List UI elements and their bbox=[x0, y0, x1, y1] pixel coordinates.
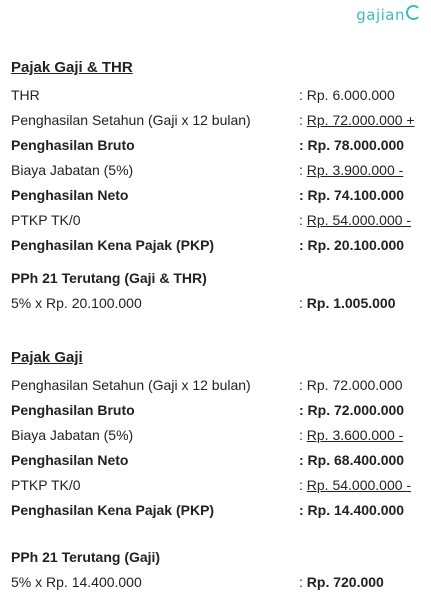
row-colon: : bbox=[299, 295, 307, 311]
row-label: Biaya Jabatan (5%) bbox=[11, 427, 134, 443]
row-value-wrap bbox=[299, 570, 384, 595]
row-colon: : bbox=[299, 112, 307, 128]
row-value-wrap bbox=[299, 208, 411, 233]
section-title: Pajak Gaji & THR bbox=[11, 59, 133, 76]
row-value-wrap bbox=[299, 423, 403, 448]
row-value: : Rp. 72.000.000 bbox=[299, 402, 405, 418]
row-label: 5% x Rp. 14.400.000 bbox=[11, 574, 142, 590]
row-penghasilan-neto bbox=[11, 448, 421, 473]
row-label: Biaya Jabatan (5%) bbox=[11, 162, 134, 178]
row-label: Penghasilan Bruto bbox=[11, 402, 135, 418]
logo-swirl-icon bbox=[406, 5, 421, 20]
row-label: Penghasilan Bruto bbox=[11, 137, 135, 153]
row-thr bbox=[11, 83, 421, 108]
pph-title: PPh 21 Terutang (Gaji) bbox=[11, 549, 161, 565]
row-value: Rp. 1.005.000 bbox=[306, 295, 396, 311]
row-pkp bbox=[11, 498, 421, 523]
row-value: : Rp. 20.100.000 bbox=[299, 237, 405, 253]
row-label: THR bbox=[11, 87, 40, 103]
row-colon: : bbox=[299, 574, 307, 590]
row-pkp bbox=[11, 233, 421, 258]
row-colon: : bbox=[299, 477, 307, 493]
row-label: Penghasilan Kena Pajak (PKP) bbox=[11, 502, 215, 518]
row-colon: : bbox=[299, 212, 307, 228]
row-label: Penghasilan Neto bbox=[11, 452, 129, 468]
row-value: Rp. 3.900.000 - bbox=[306, 162, 404, 178]
row-value: : Rp. 14.400.000 bbox=[299, 502, 405, 518]
row-penghasilan-setahun bbox=[11, 373, 421, 398]
row-label: PTKP TK/0 bbox=[11, 477, 81, 493]
row-value: Rp. 54.000.000 - bbox=[306, 477, 412, 493]
row-ptkp bbox=[11, 208, 421, 233]
row-label: PTKP TK/0 bbox=[11, 212, 81, 228]
row-value: : Rp. 74.100.000 bbox=[299, 187, 405, 203]
row-penghasilan-bruto bbox=[11, 133, 421, 158]
row-biaya-jabatan bbox=[11, 158, 421, 183]
section-pajak-gaji bbox=[11, 348, 421, 595]
row-value: : Rp. 68.400.000 bbox=[299, 452, 405, 468]
logo-text: gajian bbox=[356, 6, 405, 24]
row-penghasilan-bruto bbox=[11, 398, 421, 423]
row-label: Penghasilan Setahun (Gaji x 12 bulan) bbox=[11, 112, 251, 128]
row-pph-calc bbox=[11, 570, 421, 595]
row-value: : Rp. 72.000.000 bbox=[299, 377, 403, 393]
row-penghasilan-setahun bbox=[11, 108, 421, 133]
row-value: Rp. 3.600.000 - bbox=[306, 427, 404, 443]
row-label: Penghasilan Neto bbox=[11, 187, 129, 203]
section-title: Pajak Gaji bbox=[11, 349, 83, 366]
row-value-wrap bbox=[299, 473, 411, 498]
row-label: Penghasilan Setahun (Gaji x 12 bulan) bbox=[11, 377, 251, 393]
row-label: Penghasilan Kena Pajak (PKP) bbox=[11, 237, 215, 253]
row-value-wrap bbox=[299, 108, 415, 133]
row-pph-calc bbox=[11, 291, 421, 316]
row-value: : Rp. 6.000.000 bbox=[299, 87, 395, 103]
row-value-wrap bbox=[299, 158, 403, 183]
row-colon: : bbox=[299, 427, 307, 443]
row-ptkp bbox=[11, 473, 421, 498]
row-label: 5% x Rp. 20.100.000 bbox=[11, 295, 142, 311]
section-pajak-gaji-thr bbox=[11, 58, 421, 316]
row-value: Rp. 54.000.000 - bbox=[306, 212, 412, 228]
row-penghasilan-neto bbox=[11, 183, 421, 208]
row-value-wrap bbox=[299, 291, 396, 316]
row-value: : Rp. 78.000.000 bbox=[299, 137, 405, 153]
row-biaya-jabatan bbox=[11, 423, 421, 448]
pph-title: PPh 21 Terutang (Gaji & THR) bbox=[11, 270, 207, 286]
row-colon: : bbox=[299, 162, 307, 178]
gajian-logo bbox=[356, 6, 421, 24]
row-value: Rp. 72.000.000 + bbox=[306, 112, 415, 128]
row-value: Rp. 720.000 bbox=[306, 574, 384, 590]
